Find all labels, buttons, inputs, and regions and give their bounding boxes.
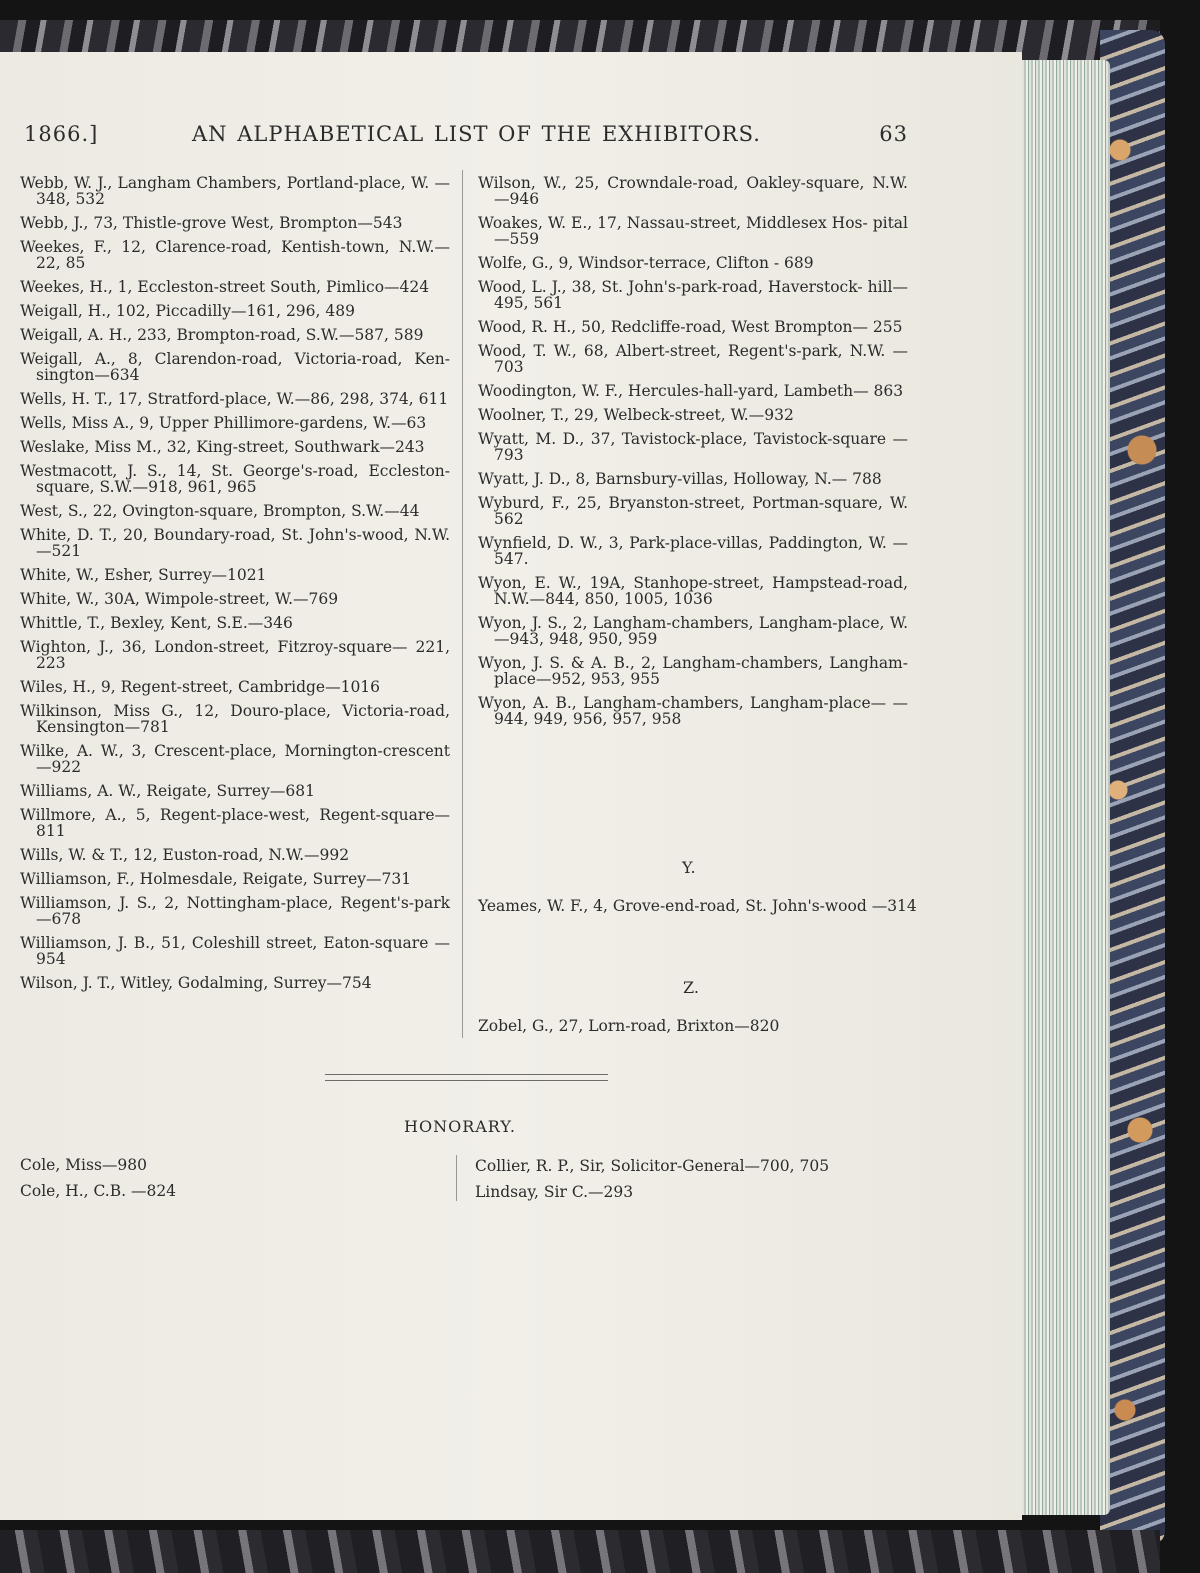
list-item: White, D. T., 20, Boundary-road, St. John's-wood, N.W.—521 bbox=[20, 526, 450, 560]
honorary-divider bbox=[456, 1155, 457, 1201]
running-header bbox=[24, 122, 908, 154]
list-item: Wood, T. W., 68, Albert-street, Regent's-park, N.W. — 703 bbox=[478, 342, 908, 376]
page-edges bbox=[1015, 60, 1110, 1515]
list-item: Weigall, A., 8, Clarendon-road, Victoria-road, Ken- sington—634 bbox=[20, 350, 450, 384]
honorary-left-column bbox=[20, 1152, 176, 1204]
list-item: Weigall, A. H., 233, Brompton-road, S.W.—587, 589 bbox=[20, 326, 424, 344]
list-item: Wills, W. & T., 12, Euston-road, N.W.—992 bbox=[20, 846, 350, 864]
list-item: Wilke, A. W., 3, Crescent-place, Mornington-crescent —922 bbox=[20, 742, 450, 776]
list-item: Wyon, J. S., 2, Langham-chambers, Langham-place, W.—943, 948, 950, 959 bbox=[478, 614, 908, 648]
list-item: Webb, J., 73, Thistle-grove West, Brompton—543 bbox=[20, 214, 403, 232]
list-item: Wood, R. H., 50, Redcliffe-road, West Brompton— 255 bbox=[478, 318, 903, 336]
list-item: Weekes, H., 1, Eccleston-street South, Pimlico—424 bbox=[20, 278, 430, 296]
honorary-heading: HONORARY. bbox=[404, 1117, 516, 1136]
marbled-cover-bottom bbox=[0, 1530, 1160, 1573]
list-item: Wighton, J., 36, London-street, Fitzroy-square— 221, 223 bbox=[20, 638, 450, 672]
list-item: Webb, W. J., Langham Chambers, Portland-place, W. —348, 532 bbox=[20, 174, 450, 208]
list-item: Wilson, J. T., Witley, Godalming, Surrey—754 bbox=[20, 974, 372, 992]
list-item: Weekes, F., 12, Clarence-road, Kentish-town, N.W.— 22, 85 bbox=[20, 238, 450, 272]
list-item: Woolner, T., 29, Welbeck-street, W.—932 bbox=[478, 406, 794, 424]
list-item: Yeames, W. F., 4, Grove-end-road, St. John's-wood —314 bbox=[478, 897, 917, 915]
list-item: Wells, H. T., 17, Stratford-place, W.—86, 298, 374, 611 bbox=[20, 390, 449, 408]
honorary-right-column bbox=[475, 1153, 829, 1205]
list-item: Willmore, A., 5, Regent-place-west, Regent-square— 811 bbox=[20, 806, 450, 840]
list-item: Weslake, Miss M., 32, King-street, Southwark—243 bbox=[20, 438, 425, 456]
list-item: Wells, Miss A., 9, Upper Phillimore-gardens, W.—63 bbox=[20, 414, 427, 432]
list-item: Williamson, F., Holmesdale, Reigate, Surrey—731 bbox=[20, 870, 412, 888]
list-item: Wolfe, G., 9, Windsor-terrace, Clifton - 689 bbox=[478, 254, 814, 272]
list-item: Lindsay, Sir C.—293 bbox=[475, 1183, 634, 1201]
list-item: Wyon, A. B., Langham-chambers, Langham-place— —944, 949, 956, 957, 958 bbox=[478, 694, 908, 728]
list-item: Wyon, J. S. & A. B., 2, Langham-chambers, Langham- place—952, 953, 955 bbox=[478, 654, 908, 688]
left-column bbox=[20, 175, 450, 999]
list-item: Williamson, J. S., 2, Nottingham-place, Regent's-park —678 bbox=[20, 894, 450, 928]
list-item: Williamson, J. B., 51, Coleshill street, Eaton-square —954 bbox=[20, 934, 450, 968]
list-item: Wyon, E. W., 19A, Stanhope-street, Hampstead-road, N.W.—844, 850, 1005, 1036 bbox=[478, 574, 908, 608]
list-item: Wilkinson, Miss G., 12, Douro-place, Victoria-road, Kensington—781 bbox=[20, 702, 450, 736]
double-rule-divider bbox=[325, 1074, 608, 1081]
list-item: Cole, H., C.B. —824 bbox=[20, 1182, 177, 1200]
list-item: Wyatt, M. D., 37, Tavistock-place, Tavistock-square —793 bbox=[478, 430, 908, 464]
list-item: Williams, A. W., Reigate, Surrey—681 bbox=[20, 782, 315, 800]
list-item: Weigall, H., 102, Piccadilly—161, 296, 489 bbox=[20, 302, 355, 320]
page-number: 63 bbox=[879, 122, 908, 146]
section-letter-y: Y. bbox=[682, 858, 696, 877]
list-item: Woakes, W. E., 17, Nassau-street, Middlesex Hos- pital—559 bbox=[478, 214, 908, 248]
list-item: Wood, L. J., 38, St. John's-park-road, Haverstock- hill—495, 561 bbox=[478, 278, 908, 312]
list-item: West, S., 22, Ovington-square, Brompton, S.W.—44 bbox=[20, 502, 420, 520]
right-column bbox=[478, 175, 908, 735]
list-item: Wyatt, J. D., 8, Barnsbury-villas, Holloway, N.— 788 bbox=[478, 470, 882, 488]
list-item: Wiles, H., 9, Regent-street, Cambridge—1016 bbox=[20, 678, 381, 696]
list-item: Wynfield, D. W., 3, Park-place-villas, Paddington, W. —547. bbox=[478, 534, 908, 568]
list-item: Whittle, T., Bexley, Kent, S.E.—346 bbox=[20, 614, 293, 632]
list-item: White, W., 30A, Wimpole-street, W.—769 bbox=[20, 590, 339, 608]
header-title: AN ALPHABETICAL LIST OF THE EXHIBITORS. bbox=[192, 122, 761, 146]
list-item: Cole, Miss—980 bbox=[20, 1156, 147, 1174]
section-letter-z: Z. bbox=[683, 978, 699, 997]
list-item: Collier, R. P., Sir, Solicitor-General—700, 705 bbox=[475, 1157, 830, 1175]
list-item: White, W., Esher, Surrey—1021 bbox=[20, 566, 267, 584]
header-year: 1866.] bbox=[24, 122, 99, 146]
list-item: Woodington, W. F., Hercules-hall-yard, Lambeth— 863 bbox=[478, 382, 904, 400]
list-item: Westmacott, J. S., 14, St. George's-road, Eccleston- square, S.W.—918, 961, 965 bbox=[20, 462, 450, 496]
list-item: Zobel, G., 27, Lorn-road, Brixton—820 bbox=[478, 1017, 780, 1035]
list-item: Wyburd, F., 25, Bryanston-street, Portman-square, W. 562 bbox=[478, 494, 908, 528]
column-divider bbox=[462, 170, 463, 1038]
list-item: Wilson, W., 25, Crowndale-road, Oakley-square, N.W.—946 bbox=[478, 174, 908, 208]
